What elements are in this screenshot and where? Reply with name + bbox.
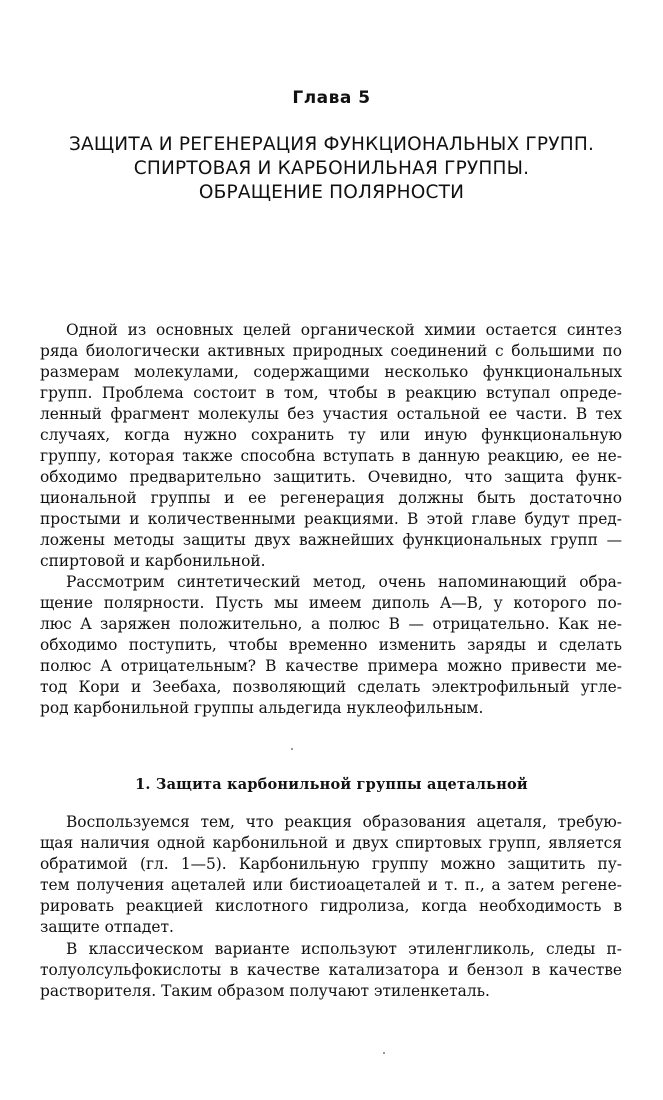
title-line: ЗАЩИТА И РЕГЕНЕРАЦИЯ ФУНКЦИОНАЛЬНЫХ ГРУПП.	[68, 134, 595, 155]
chapter-title	[30, 133, 633, 205]
text-line: Воспользуемся тем, что реакция образования ацеталя, требую-	[66, 813, 622, 831]
text-line: случаях, когда нужно сохранить ту или иную функциональную	[40, 426, 622, 444]
text-line: спиртовой и карбонильной.	[40, 552, 266, 570]
text-line: обратимой (гл. 1—5). Карбонильную группу можно защитить пу-	[40, 855, 622, 873]
text-line: Одной из основных целей органической химии остается синтез	[66, 321, 622, 339]
text-line: щение полярности. Пусть мы имеем диполь A—B, у которого по-	[40, 594, 622, 612]
paragraph-acetal	[40, 812, 622, 938]
text-line: ряда биологически активных природных соединений с большими по	[40, 342, 622, 360]
paragraph-intro	[40, 320, 622, 572]
paragraph-classic	[40, 939, 622, 1002]
page-speck	[291, 748, 293, 750]
text-line: толуолсульфокислоты в качестве катализатора и бензол в качестве	[40, 961, 622, 979]
page-speck	[383, 1052, 385, 1054]
title-line: ОБРАЩЕНИЕ ПОЛЯРНОСТИ	[198, 182, 465, 203]
text-line: тем получения ацеталей или бистиоацеталей и т. п., а затем регене-	[40, 876, 622, 894]
text-line: циональной группы и ее регенерация должны быть достаточно	[40, 489, 622, 507]
text-line: щая наличия одной карбонильной и двух спиртовых групп, является	[40, 834, 622, 852]
text-line: люс A заряжен положительно, а полюс B — отрицательно. Как не-	[40, 615, 622, 633]
section-heading: 1. Защита карбонильной группы ацетальной	[135, 776, 528, 793]
title-line: СПИРТОВАЯ И КАРБОНИЛЬНАЯ ГРУППЫ.	[133, 158, 530, 179]
text-line: группу, которая также способна вступать в данную реакцию, ее не-	[40, 447, 622, 465]
text-line: обходимо предварительно защитить. Очевидно, что защита функ-	[40, 468, 622, 486]
text-line: защите отпадет.	[40, 918, 174, 936]
text-line: В классическом варианте используют этиленгликоль, следы п-	[66, 940, 622, 958]
text-line: Рассмотрим синтетический метод, очень напоминающий обра-	[66, 573, 622, 591]
text-line: групп. Проблема состоит в том, чтобы в реакцию вступал опреде-	[40, 384, 622, 402]
text-line: полюс A отрицательным? В качестве примера можно привести ме-	[40, 657, 622, 675]
text-line: размерам молекулами, содержащими несколько функциональных	[40, 363, 622, 381]
text-line: рировать реакцией кислотного гидролиза, когда необходимость в	[40, 897, 622, 915]
paragraph-polarity	[40, 572, 622, 719]
chapter-number: Глава 5	[292, 88, 371, 108]
text-line: простыми и количественными реакциями. В этой главе будут пред-	[40, 510, 622, 528]
text-line: обходимо поступить, чтобы временно изменить заряды и сделать	[40, 636, 622, 654]
text-line: род карбонильной группы альдегида нуклеофильным.	[40, 699, 484, 717]
text-line: тод Кори и Зеебаха, позволяющий сделать электрофильный угле-	[40, 678, 622, 696]
text-line: растворителя. Таким образом получают этиленкеталь.	[40, 982, 490, 1000]
text-line: ложены методы защиты двух важнейших функциональных групп —	[40, 531, 622, 549]
text-line: ленный фрагмент молекулы без участия остальной ее части. В тех	[40, 405, 622, 423]
